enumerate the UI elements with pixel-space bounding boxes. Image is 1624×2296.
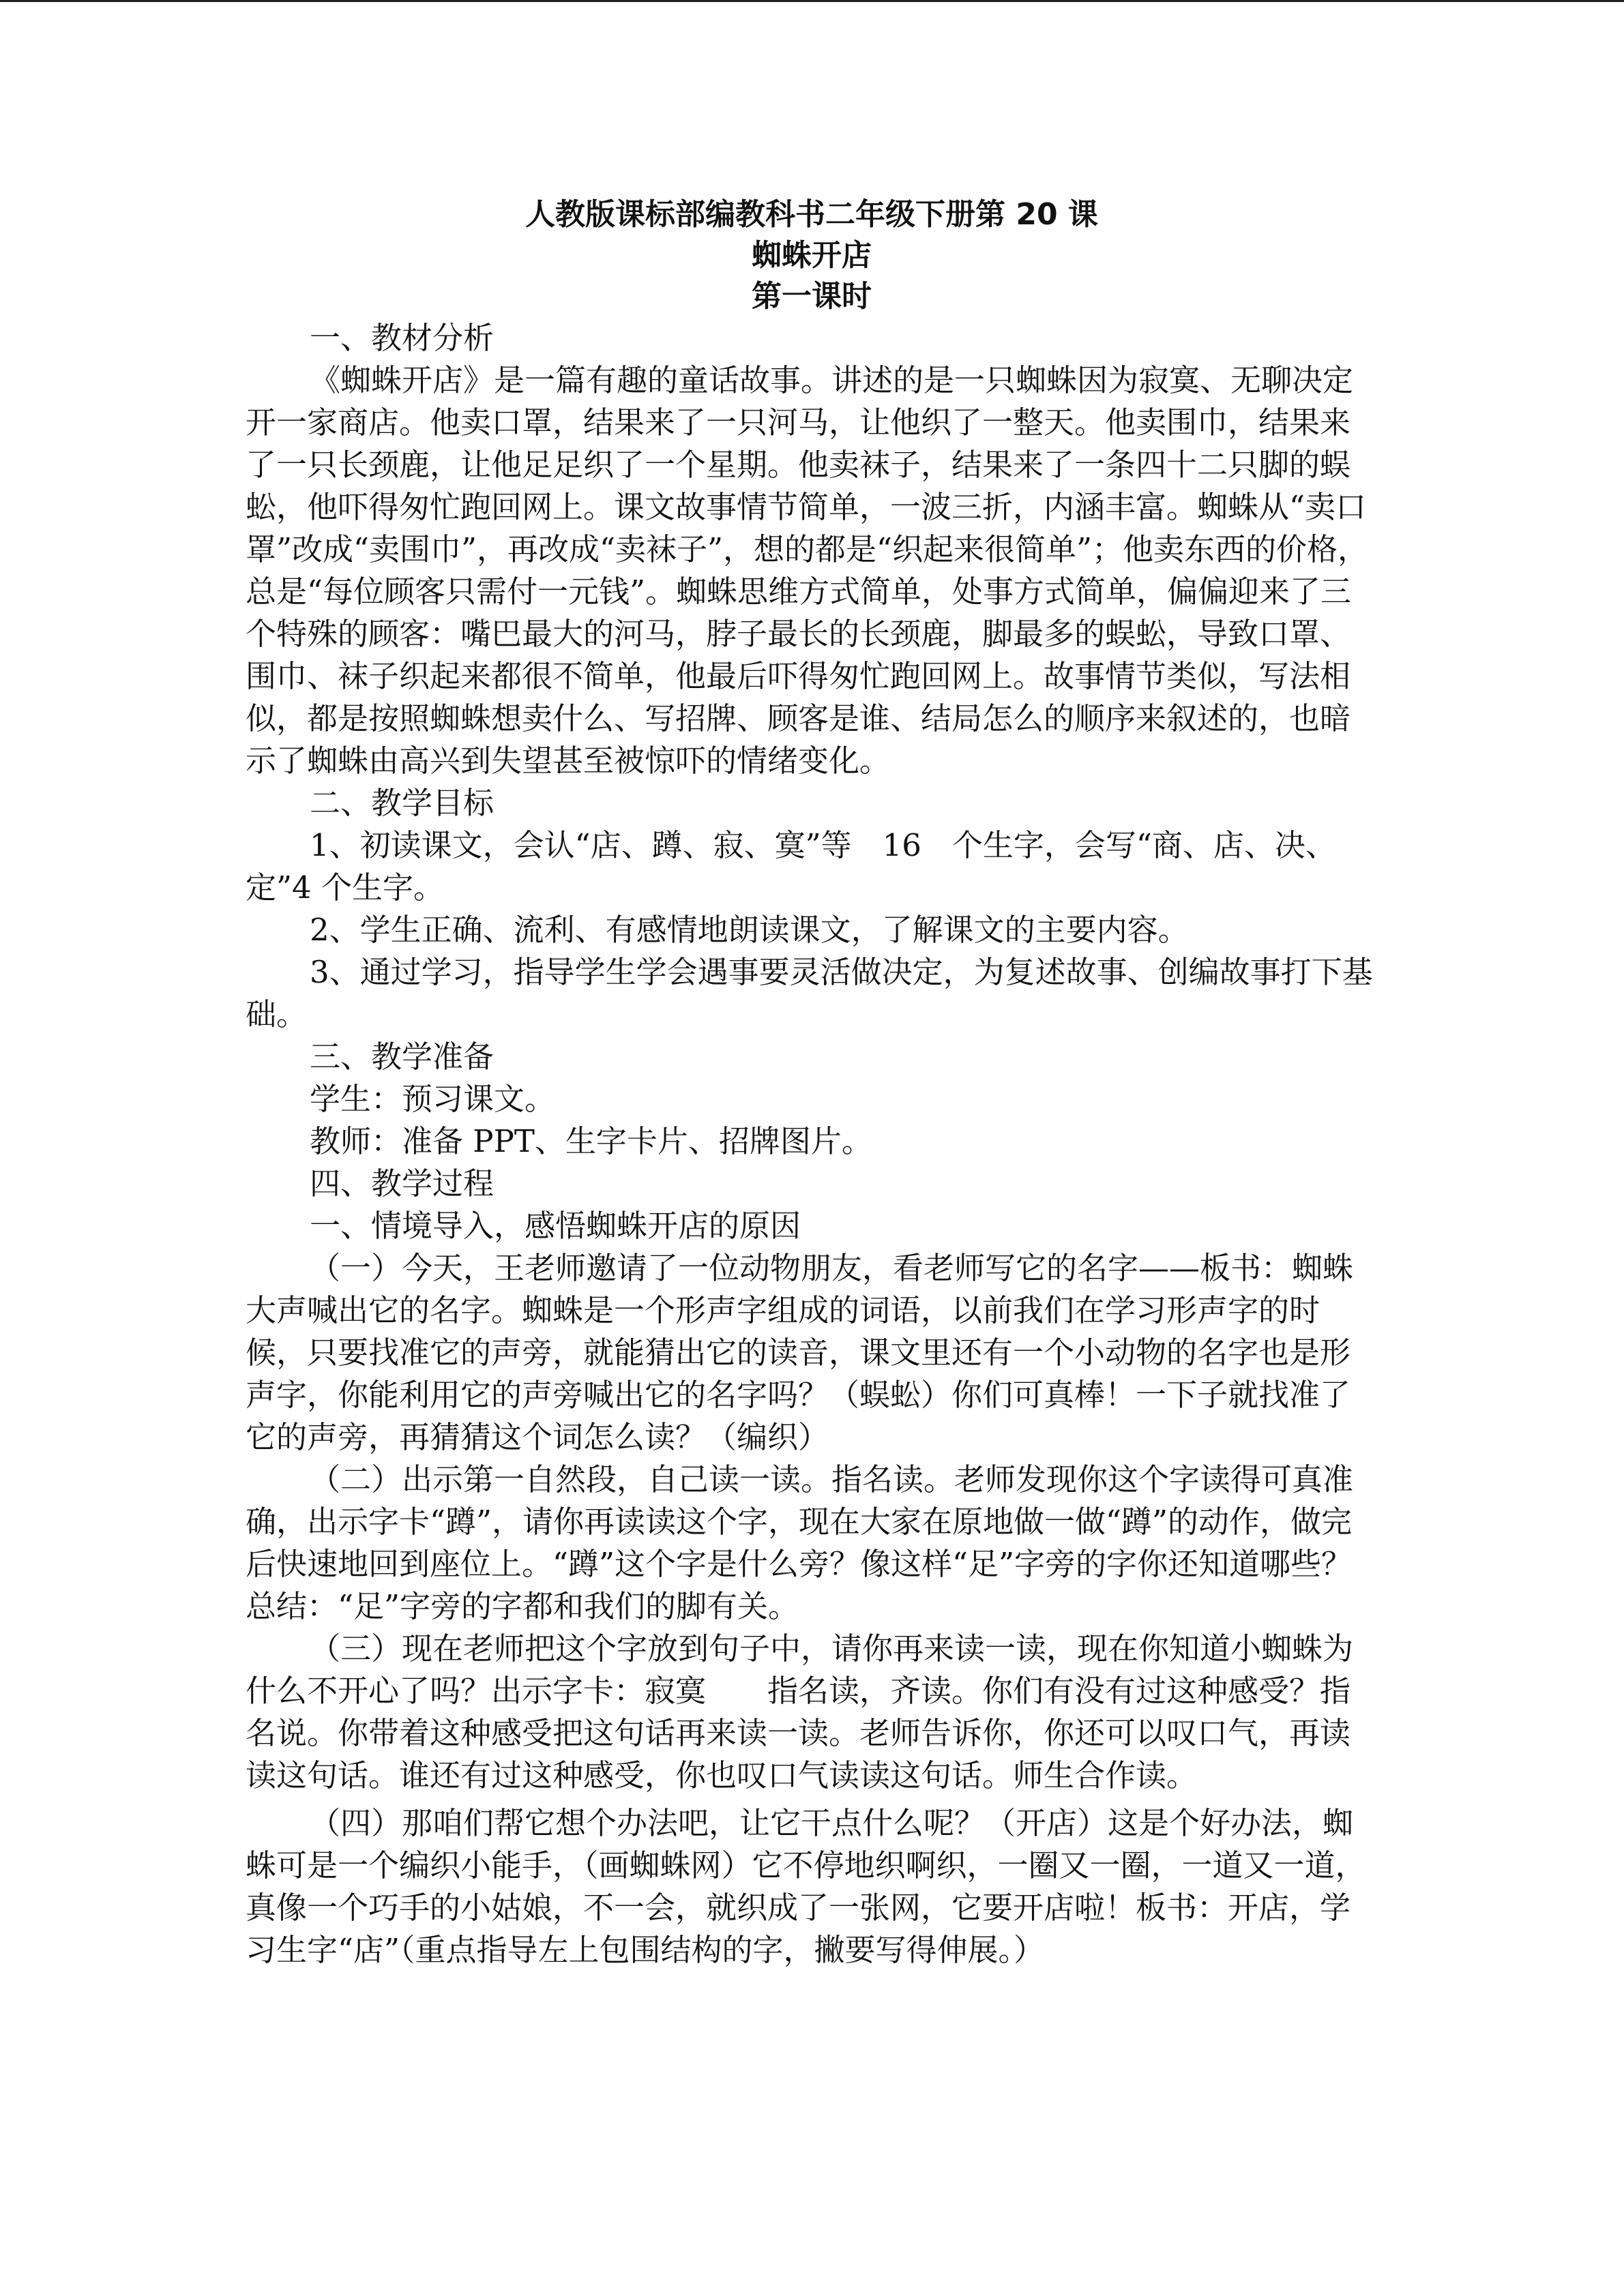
goal-item-3: 3、通过学习，指导学生学会遇事要灵活做决定，为复述故事、创编故事打下基础。: [246, 954, 1373, 1032]
activity-paragraph-3: （三）现在老师把这个字放到句子中，请你再来读一读，现在你知道小蜘蛛为什么不开心了吗？出示字卡：寂寞 指名读，齐读。你们有没有过这种感受？指名说。你带着这种感受把这句话再来读一读。老师告诉你，你还可以叹口气，再读读这句话。谁还有过这种感受，你也叹口气读读这句话。师生合作读。: [246, 1630, 1354, 1793]
goal-item-1: 1、初读课文，会认“店、蹲、寂、寞”等 16 个生字，会写“商、店、决、定”4 个生字。: [246, 827, 1336, 906]
section-heading-analysis: 一、教材分析: [310, 320, 494, 356]
lesson-title: 蜘蛛开店: [752, 238, 872, 273]
document-title: 人教版课标部编教科书二年级下册第 20 课: [525, 197, 1098, 232]
process-step-1: 一、情境导入，感悟蜘蛛开店的原因: [310, 1208, 801, 1244]
document-page: [246, 194, 1385, 1971]
activity-paragraph-2: （二）出示第一自然段，自己读一读。指名读。老师发现你这个字读得可真准确，出示字卡“蹲”，请你再读读这个字，现在大家在原地做一做“蹲”的动作，做完后快速地回到座位上。“蹲”这个字是什么旁？像这样“足”字旁的字你还知道哪些？总结：“足”字旁的字都和我们的脚有关。: [246, 1461, 1354, 1624]
section-heading-goals: 二、教学目标: [310, 785, 494, 821]
section-heading-process: 四、教学过程: [310, 1165, 494, 1202]
paragraph-analysis: 《蜘蛛开店》是一篇有趣的童话故事。讲述的是一只蜘蛛因为寂寞、无聊决定开一家商店。他卖口罩，结果来了一只河马，让他织了一整天。他卖围巾，结果来了一只长颈鹿，让他足足织了一个星期。他卖袜子，结果来了一条四十二只脚的蜈蚣，他吓得匆忙跑回网上。课文故事情节简单，一波三折，内涵丰富。蜘蛛从“卖口罩”改成“卖围巾”，再改成“卖袜子”，想的都是“织起来很简单”；他卖东西的价格，总是“每位顾客只需付一元钱”。蜘蛛思维方式简单，处事方式简单，偏偏迎来了三个特殊的顾客：嘴巴最大的河马，脖子最长的长颈鹿，脚最多的蜈蚣，导致口罩、围巾、袜子织起来都很不简单，他最后吓得匆忙跑回网上。故事情节类似，写法相似，都是按照蜘蛛想卖什么、写招牌、顾客是谁、结局怎么的顺序来叙述的，也暗示了蜘蛛由高兴到失望甚至被惊吓的情绪变化。: [246, 362, 1369, 779]
paragraph-spacer: [246, 1797, 1378, 1802]
activity-paragraph-1: （一）今天，王老师邀请了一位动物朋友，看老师写它的名字——板书：蜘蛛 大声喊出它的名字。蜘蛛是一个形声字组成的词语，以前我们在学习形声字的时候，只要找准它的声旁，就能猜出它的读音，课文里还有一个小动物的名字也是形声字，你能利用它的声旁喊出它的名字吗？（蜈蚣）你们可真棒！一下子就找准了它的声旁，再猜猜这个词怎么读？（编织）: [246, 1250, 1385, 1455]
activity-paragraph-4: （四）那咱们帮它想个办法吧，让它干点什么呢？（开店）这是个好办法，蜘蛛可是一个编织小能手，（画蜘蛛网）它不停地织啊织，一圈又一圈，一道又一道，真像一个巧手的小姑娘，不一会，就织成了一张网，它要开店啦！板书：开店，学习生字“店”（重点指导左上包围结构的字，撇要写得伸展。）: [246, 1805, 1366, 1968]
section-heading-preparation: 三、教学准备: [310, 1039, 494, 1075]
goal-item-2: 2、学生正确、流利、有感情地朗读课文，了解课文的主要内容。: [310, 912, 1189, 948]
top-border-line: [0, 0, 1624, 2]
prep-teacher: 教师：准备 PPT、生字卡片、招牌图片。: [310, 1123, 872, 1159]
prep-student: 学生：预习课文。: [310, 1081, 556, 1117]
period-title: 第一课时: [752, 279, 872, 314]
